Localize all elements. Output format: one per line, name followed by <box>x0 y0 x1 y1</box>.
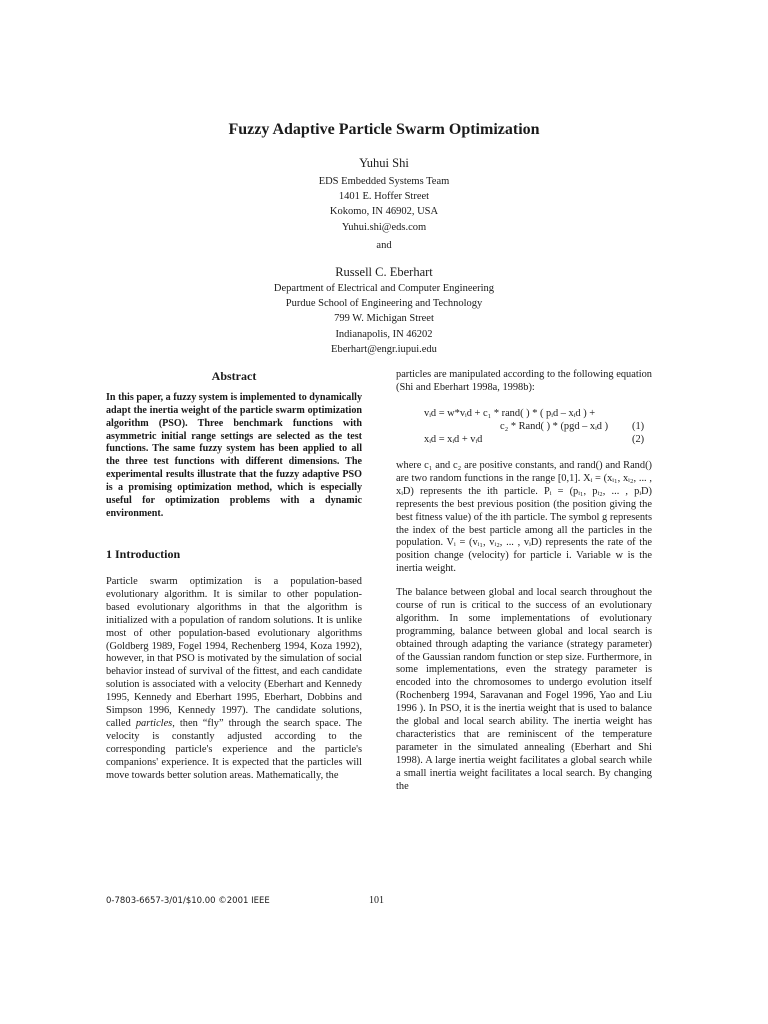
author1-line: Kokomo, IN 46902, USA <box>329 206 439 218</box>
footer-isbn: 0-7803-6657-3/01/$10.00 ©2001 IEEE <box>106 896 270 906</box>
equation-2-number: (2) <box>632 434 645 445</box>
author2-name: Russell C. Eberhart <box>335 265 433 279</box>
author2-line: Purdue School of Engineering and Technology <box>285 298 483 310</box>
author2-line: Indianapolis, IN 46202 <box>335 328 433 340</box>
abstract-heading: Abstract <box>211 369 257 383</box>
equation-1-line2: c₂ * Rand( ) * (pgd – xᵢd ) <box>500 421 609 432</box>
intro-text-b: , then “fly” through the search space. The velocity is constantly adjusted according to the corresponding particle's experience and the particle's companions' experience. It is expected that the particles will move towards better solution areas. Mathematically, the <box>106 717 362 781</box>
author1-name: Yuhui Shi <box>359 156 409 170</box>
author2-line: 799 W. Michigan Street <box>334 313 434 325</box>
author1-email: Yuhui.shi@eds.com <box>341 221 427 233</box>
paper-title: Fuzzy Adaptive Particle Swarm Optimization <box>228 121 540 138</box>
and-separator: and <box>376 240 392 251</box>
intro-text-particles: particles <box>135 717 173 729</box>
right-paragraph-balance: The balance between global and local search throughout the course of run is critical to the success of an evolutionary algorithm. In some implementations of evolutionary programming, balance between global and local search is obtained through adapting the variance (strategy parameter) of the Gaussian random function or step size. Furthermore, in some implementations, even the strategy parameter is encoded into the chromosomes to undergo evolution itself (Rochenberg 1994, Saravanan and Fogel 1996, Yao and Liu 1996 ). In PSO, it is the inertia weight that is used to balance the global and local search ability. The inertia weight has characteristics that are reminiscent of the temperature parameter in the simulated annealing (Eberhart and Shi 1998). A large inertia weight facilitates a global search while a small inertia weight facilitates a local search. By changing the <box>396 587 652 792</box>
intro-text-a: Particle swarm optimization is a population-based evolutionary algorithm. It is similar to other population-based evolutionary algorithms in that the algorithm is initialized with a population of random solutions. It is unlike most of other population-based evolutionary algorithms (Goldberg 1989, Fogel 1994, Rechenberg 1994, Koza 1992), however, in that PSO is motivated by the simulation of social behavior instead of survival of the fittest, and each candidate solution is associated with a velocity (Eberhart and Kennedy 1995, Kennedy and Eberhart 1995, Eberhart, Dobbins and Simpson 1996, Kennedy 1997). The candidate solutions, called <box>106 576 362 729</box>
right-paragraph-where: where c₁ and c₂ are positive constants, and rand() and Rand() are two random functions in the range [0,1]. Xᵢ = (xᵢ₁, xᵢ₂, ... , xᵢD) represents the ith particle. Pᵢ = (pᵢ₁, pᵢ₂, ... , pᵢD) represents the best previous position (the position giving the best fitness value) of the ith particle. The symbol g represents the index of the best particle among all the particles in the population. Vᵢ = (vᵢ₁, vᵢ₂, ... , vᵢD) represents the rate of the position change (velocity) for particle i. Variable w is the inertia weight. <box>396 460 652 575</box>
equation-1-number: (1) <box>632 421 645 432</box>
author1-line: EDS Embedded Systems Team <box>318 176 450 187</box>
equation-1-line1: vᵢd = w*vᵢd + c₁ * rand( ) * ( pᵢd – xᵢd ) + <box>424 408 596 419</box>
right-paragraph-intro: particles are manipulated according to the following equation (Shi and Eberhart 1998a, 1998b): <box>396 369 652 393</box>
author2-line: Department of Electrical and Computer Engineering <box>273 283 495 294</box>
page-number: 101 <box>369 895 384 906</box>
author1-line: 1401 E. Hoffer Street <box>338 191 430 203</box>
intro-paragraph <box>106 576 362 783</box>
author2-affiliation <box>0 281 768 357</box>
abstract-text: In this paper, a fuzzy system is implemented to dynamically adapt the inertia weight of the particle swarm optimization algorithm (PSO). Three benchmark functions with asymmetric initial range settings are selected as the test functions. The same fuzzy system has been applied to all the three test functions with different dimensions. The experimental results illustrate that the fuzzy adaptive PSO is a promising optimization method, which is especially useful for optimization problems with a dynamic environment. <box>106 392 362 519</box>
equation-2: xᵢd = xᵢd + vᵢd <box>424 434 483 445</box>
author1-affiliation <box>0 174 768 235</box>
author2-email: Eberhart@engr.iupui.edu <box>331 343 437 355</box>
section-heading-introduction: 1 Introduction <box>106 547 181 561</box>
